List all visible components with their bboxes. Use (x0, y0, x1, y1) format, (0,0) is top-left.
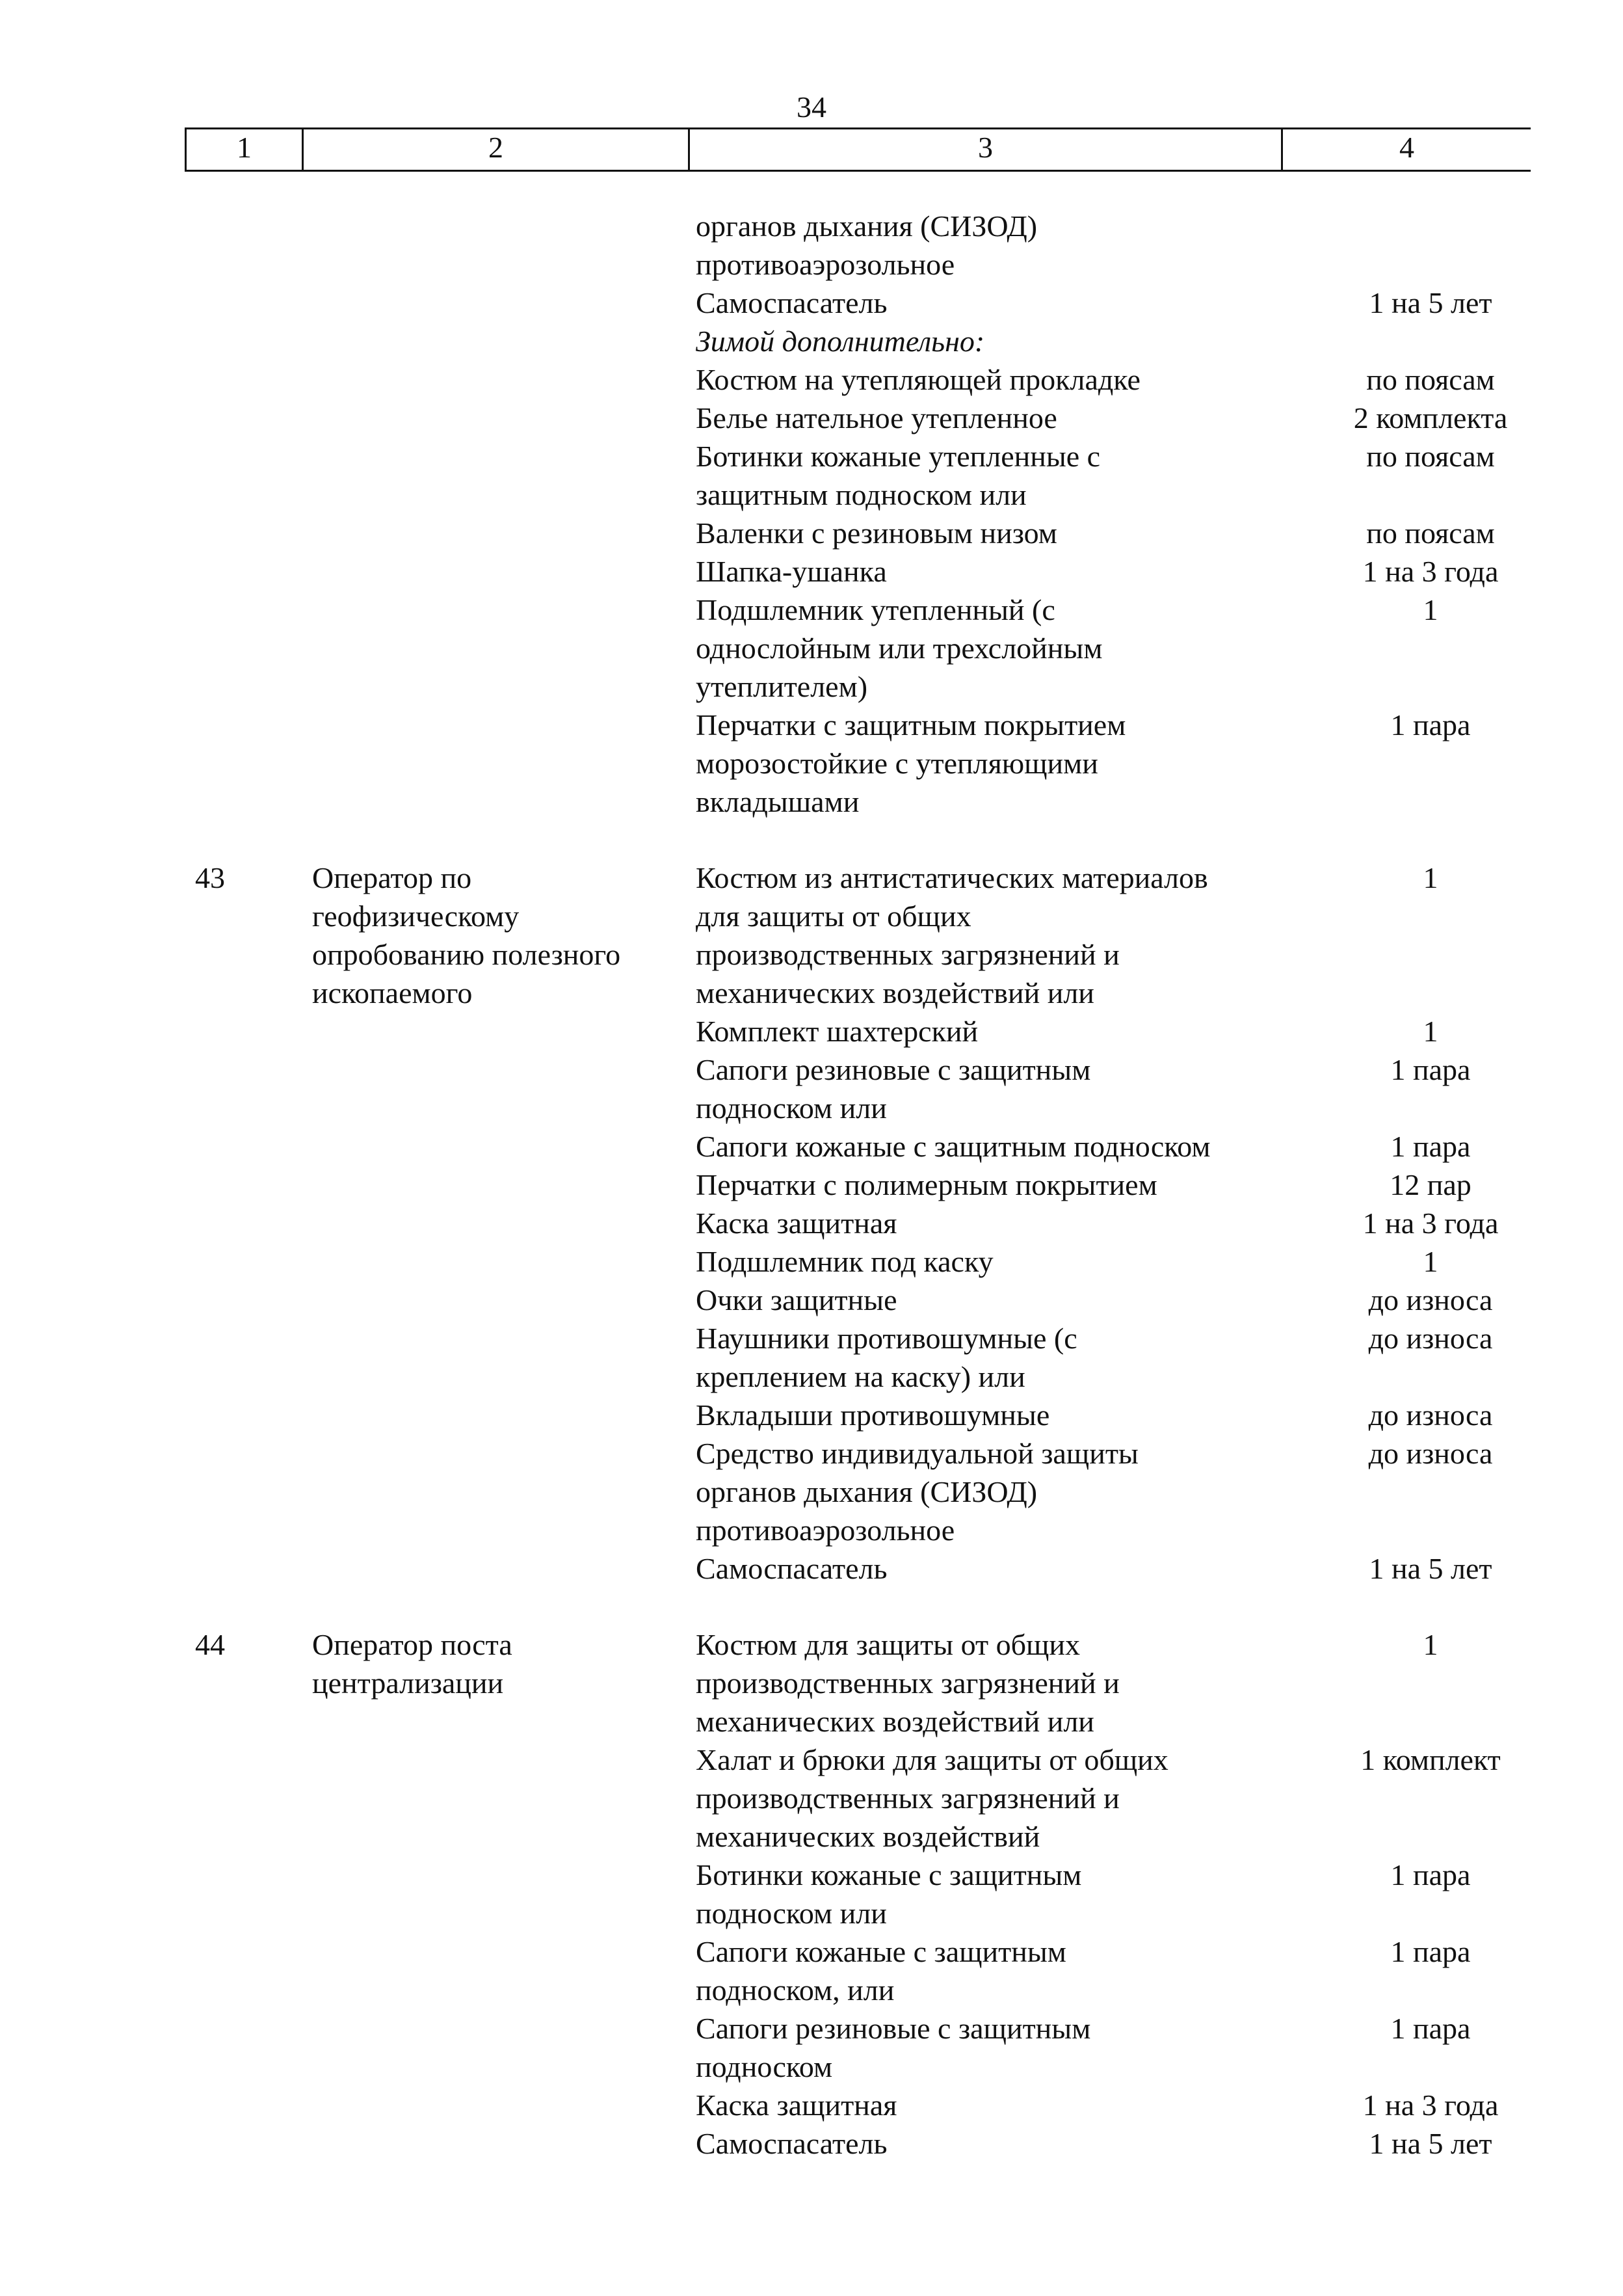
ppe-item (696, 1434, 1623, 1549)
ppe-item-name-line: утеплителем) (696, 670, 868, 703)
ppe-item-name (696, 1741, 1307, 1856)
ppe-item (696, 1281, 1623, 1319)
ppe-item-name (696, 1856, 1307, 1932)
ppe-item-name (696, 2086, 1307, 2124)
ppe-item-norm: 1 (1423, 1628, 1438, 1661)
ppe-item-name-line: Средство индивидуальной защиты (696, 1437, 1139, 1470)
ppe-item-name-line: подноском, или (696, 1973, 895, 2007)
ppe-item-name-line: морозостойкие с утепляющими (696, 747, 1098, 780)
ppe-item-name-line: Белье нательное утепленное (696, 401, 1057, 434)
ppe-item (696, 1127, 1623, 1166)
profession-title-line: Оператор поста (312, 1628, 512, 1661)
ppe-item-name (696, 1625, 1307, 1741)
ppe-item-list (696, 207, 1623, 821)
ppe-item-name-line: Очки защитные (696, 1283, 897, 1316)
ppe-item-norm: 2 комплекта (1353, 401, 1508, 434)
column-header-row (185, 127, 1531, 172)
ppe-item-norm: 1 (1423, 1245, 1438, 1278)
ppe-item-name-line: подноском или (696, 1897, 887, 1930)
profession-title-line: опробованию полезного (312, 938, 621, 971)
ppe-item-name (696, 1204, 1307, 1242)
ppe-item-norm: 1 (1423, 861, 1438, 894)
table-entry (0, 207, 1623, 821)
ppe-item-name-line: Костюм на утепляющей прокладке (696, 363, 1141, 396)
ppe-item-name-line: Зимой дополнительно: (696, 325, 985, 358)
ppe-item-list (696, 1625, 1623, 2163)
ppe-item (696, 1204, 1623, 1242)
ppe-item-name-line: Самоспасатель (696, 1552, 888, 1585)
ppe-item (696, 591, 1623, 706)
ppe-item-name-line: органов дыхания (СИЗОД) (696, 209, 1038, 243)
ppe-item-list (696, 859, 1623, 1588)
column-header-4: 4 (1281, 129, 1531, 170)
ppe-item-norm: до износа (1368, 1437, 1493, 1470)
ppe-item-name (696, 1242, 1307, 1281)
ppe-item-name (696, 322, 1307, 360)
ppe-item (696, 1242, 1623, 1281)
ppe-item-norm: по поясам (1366, 440, 1495, 473)
ppe-item (696, 1856, 1623, 1932)
profession-title-line: Оператор по (312, 861, 472, 894)
ppe-item-norm: до износа (1368, 1322, 1493, 1355)
ppe-item-name-line: Шапка-ушанка (696, 555, 887, 588)
ppe-item-name (696, 1319, 1307, 1396)
ppe-item (696, 1741, 1623, 1856)
column-header-3: 3 (688, 129, 1281, 170)
ppe-item (696, 360, 1623, 399)
ppe-item-name (696, 1932, 1307, 2009)
ppe-item (696, 284, 1623, 322)
page-number: 34 (797, 90, 826, 124)
ppe-item-name-line: Вкладыши противошумные (696, 1398, 1050, 1432)
profession-title (312, 1625, 676, 1702)
ppe-item (696, 1625, 1623, 1741)
ppe-item-name-line: Перчатки с полимерным покрытием (696, 1168, 1157, 1201)
ppe-item-norm: по поясам (1366, 363, 1495, 396)
ppe-item-name-line: Ботинки кожаные утепленные с (696, 440, 1101, 473)
ppe-item-name (696, 2124, 1307, 2163)
ppe-item-norm: 1 комплект (1360, 1743, 1501, 1776)
table-entry (0, 859, 1623, 1588)
ppe-item-name-line: однослойным или трехслойным (696, 632, 1103, 665)
ppe-item (696, 1319, 1623, 1396)
ppe-item-norm: 1 пара (1390, 1935, 1471, 1968)
ppe-item-name-line: Сапоги резиновые с защитным (696, 1053, 1091, 1086)
ppe-item-norm: 1 на 3 года (1362, 2089, 1499, 2122)
column-header-1: 1 (185, 129, 302, 170)
ppe-item-norm: 1 на 3 года (1362, 555, 1499, 588)
ppe-item-name-line: механических воздействий или (696, 1705, 1094, 1738)
ppe-item-norm: до износа (1368, 1398, 1493, 1432)
ppe-item (696, 514, 1623, 552)
column-header-2: 2 (302, 129, 688, 170)
ppe-item-name-line: Подшлемник утепленный (с (696, 593, 1055, 626)
ppe-item-name-line: креплением на каску) или (696, 1360, 1025, 1393)
ppe-item-norm (1307, 207, 1554, 284)
ppe-item (696, 2086, 1623, 2124)
ppe-item-norm: 12 пар (1390, 1168, 1471, 1201)
ppe-item (696, 706, 1623, 821)
ppe-item-name-line: для защиты от общих (696, 900, 971, 933)
ppe-item-name (696, 207, 1307, 284)
ppe-item-name (696, 859, 1307, 1012)
ppe-item-name-line: Перчатки с защитным покрытием (696, 708, 1126, 741)
ppe-item-name-line: Каска защитная (696, 2089, 897, 2122)
ppe-item-name-line: защитным подноском или (696, 478, 1027, 511)
ppe-item-norm: 1 пара (1390, 1053, 1471, 1086)
ppe-item (696, 322, 1623, 360)
ppe-item-name-line: противоаэрозольное (696, 1514, 955, 1547)
ppe-item-name-line: Самоспасатель (696, 286, 888, 319)
ppe-item-norm: до износа (1368, 1283, 1493, 1316)
ppe-item-name (696, 1434, 1307, 1549)
ppe-item-name (696, 591, 1307, 706)
ppe-item-norm: 1 на 3 года (1362, 1207, 1499, 1240)
ppe-item-name (696, 284, 1307, 322)
table-body (0, 207, 1623, 2200)
ppe-item-name (696, 1281, 1307, 1319)
ppe-item-name (696, 399, 1307, 437)
ppe-item (696, 207, 1623, 284)
ppe-item-name (696, 706, 1307, 821)
ppe-item-name-line: Сапоги кожаные с защитным (696, 1935, 1066, 1968)
ppe-item-name-line: механических воздействий или (696, 976, 1094, 1009)
ppe-item (696, 1050, 1623, 1127)
ppe-item-name-line: противоаэрозольное (696, 248, 955, 281)
ppe-item-name-line: Сапоги кожаные с защитным подноском (696, 1130, 1211, 1163)
ppe-item-name (696, 552, 1307, 591)
ppe-item-norm: 1 на 5 лет (1369, 1552, 1492, 1585)
ppe-item-name (696, 514, 1307, 552)
profession-title-line: централизации (312, 1666, 504, 1700)
ppe-item-name-line: Костюм для защиты от общих (696, 1628, 1081, 1661)
profession-title-line: геофизическому (312, 900, 520, 933)
ppe-item (696, 1396, 1623, 1434)
ppe-item (696, 859, 1623, 1012)
ppe-item-name (696, 2009, 1307, 2086)
ppe-item (696, 1932, 1623, 2009)
ppe-item-norm: 1 пара (1390, 2012, 1471, 2045)
ppe-item-name-line: механических воздействий (696, 1820, 1040, 1853)
ppe-item-norm: 1 пара (1390, 1130, 1471, 1163)
ppe-item (696, 1166, 1623, 1204)
ppe-item-name-line: органов дыхания (СИЗОД) (696, 1475, 1038, 1508)
ppe-item-name-line: Каска защитная (696, 1207, 897, 1240)
ppe-item-name (696, 360, 1307, 399)
ppe-item-name-line: Самоспасатель (696, 2127, 888, 2160)
ppe-item-name-line: Комплект шахтерский (696, 1015, 979, 1048)
ppe-item-norm: 1 (1423, 593, 1438, 626)
ppe-item-name-line: подноском (696, 2050, 833, 2083)
ppe-item-name-line: Валенки с резиновым низом (696, 516, 1057, 550)
ppe-item-norm: 1 пара (1390, 708, 1471, 741)
ppe-item-name-line: Наушники противошумные (с (696, 1322, 1077, 1355)
ppe-item-name-line: производственных загрязнений и (696, 1666, 1120, 1700)
ppe-item-name-line: подноском или (696, 1091, 887, 1125)
ppe-item-norm (1307, 322, 1554, 360)
ppe-item-name (696, 1166, 1307, 1204)
ppe-item-name-line: производственных загрязнений и (696, 1782, 1120, 1815)
ppe-item-name (696, 1127, 1307, 1166)
ppe-item (696, 2009, 1623, 2086)
ppe-item-norm: 1 (1423, 1015, 1438, 1048)
ppe-item-name (696, 1012, 1307, 1050)
entry-number: 43 (195, 861, 225, 894)
ppe-item-name (696, 437, 1307, 514)
ppe-item-norm: по поясам (1366, 516, 1495, 550)
profession-title (312, 859, 676, 1012)
ppe-item (696, 552, 1623, 591)
ppe-item-name (696, 1396, 1307, 1434)
profession-title-line: ископаемого (312, 976, 473, 1009)
ppe-item-name (696, 1549, 1307, 1588)
ppe-item-norm: 1 на 5 лет (1369, 286, 1492, 319)
ppe-item-name-line: Сапоги резиновые с защитным (696, 2012, 1091, 2045)
ppe-item-name-line: вкладышами (696, 785, 860, 818)
ppe-item-norm: 1 пара (1390, 1858, 1471, 1891)
ppe-item (696, 399, 1623, 437)
ppe-item-name-line: Подшлемник под каску (696, 1245, 994, 1278)
ppe-item (696, 2124, 1623, 2163)
ppe-item-name-line: Костюм из антистатических материалов (696, 861, 1208, 894)
ppe-item-name-line: производственных загрязнений и (696, 938, 1120, 971)
ppe-item (696, 1012, 1623, 1050)
ppe-item-name (696, 1050, 1307, 1127)
ppe-item-name-line: Халат и брюки для защиты от общих (696, 1743, 1168, 1776)
entry-number: 44 (195, 1628, 225, 1661)
ppe-item (696, 437, 1623, 514)
ppe-item-name-line: Ботинки кожаные с защитным (696, 1858, 1082, 1891)
ppe-item-norm: 1 на 5 лет (1369, 2127, 1492, 2160)
table-entry (0, 1625, 1623, 2163)
ppe-item (696, 1549, 1623, 1588)
